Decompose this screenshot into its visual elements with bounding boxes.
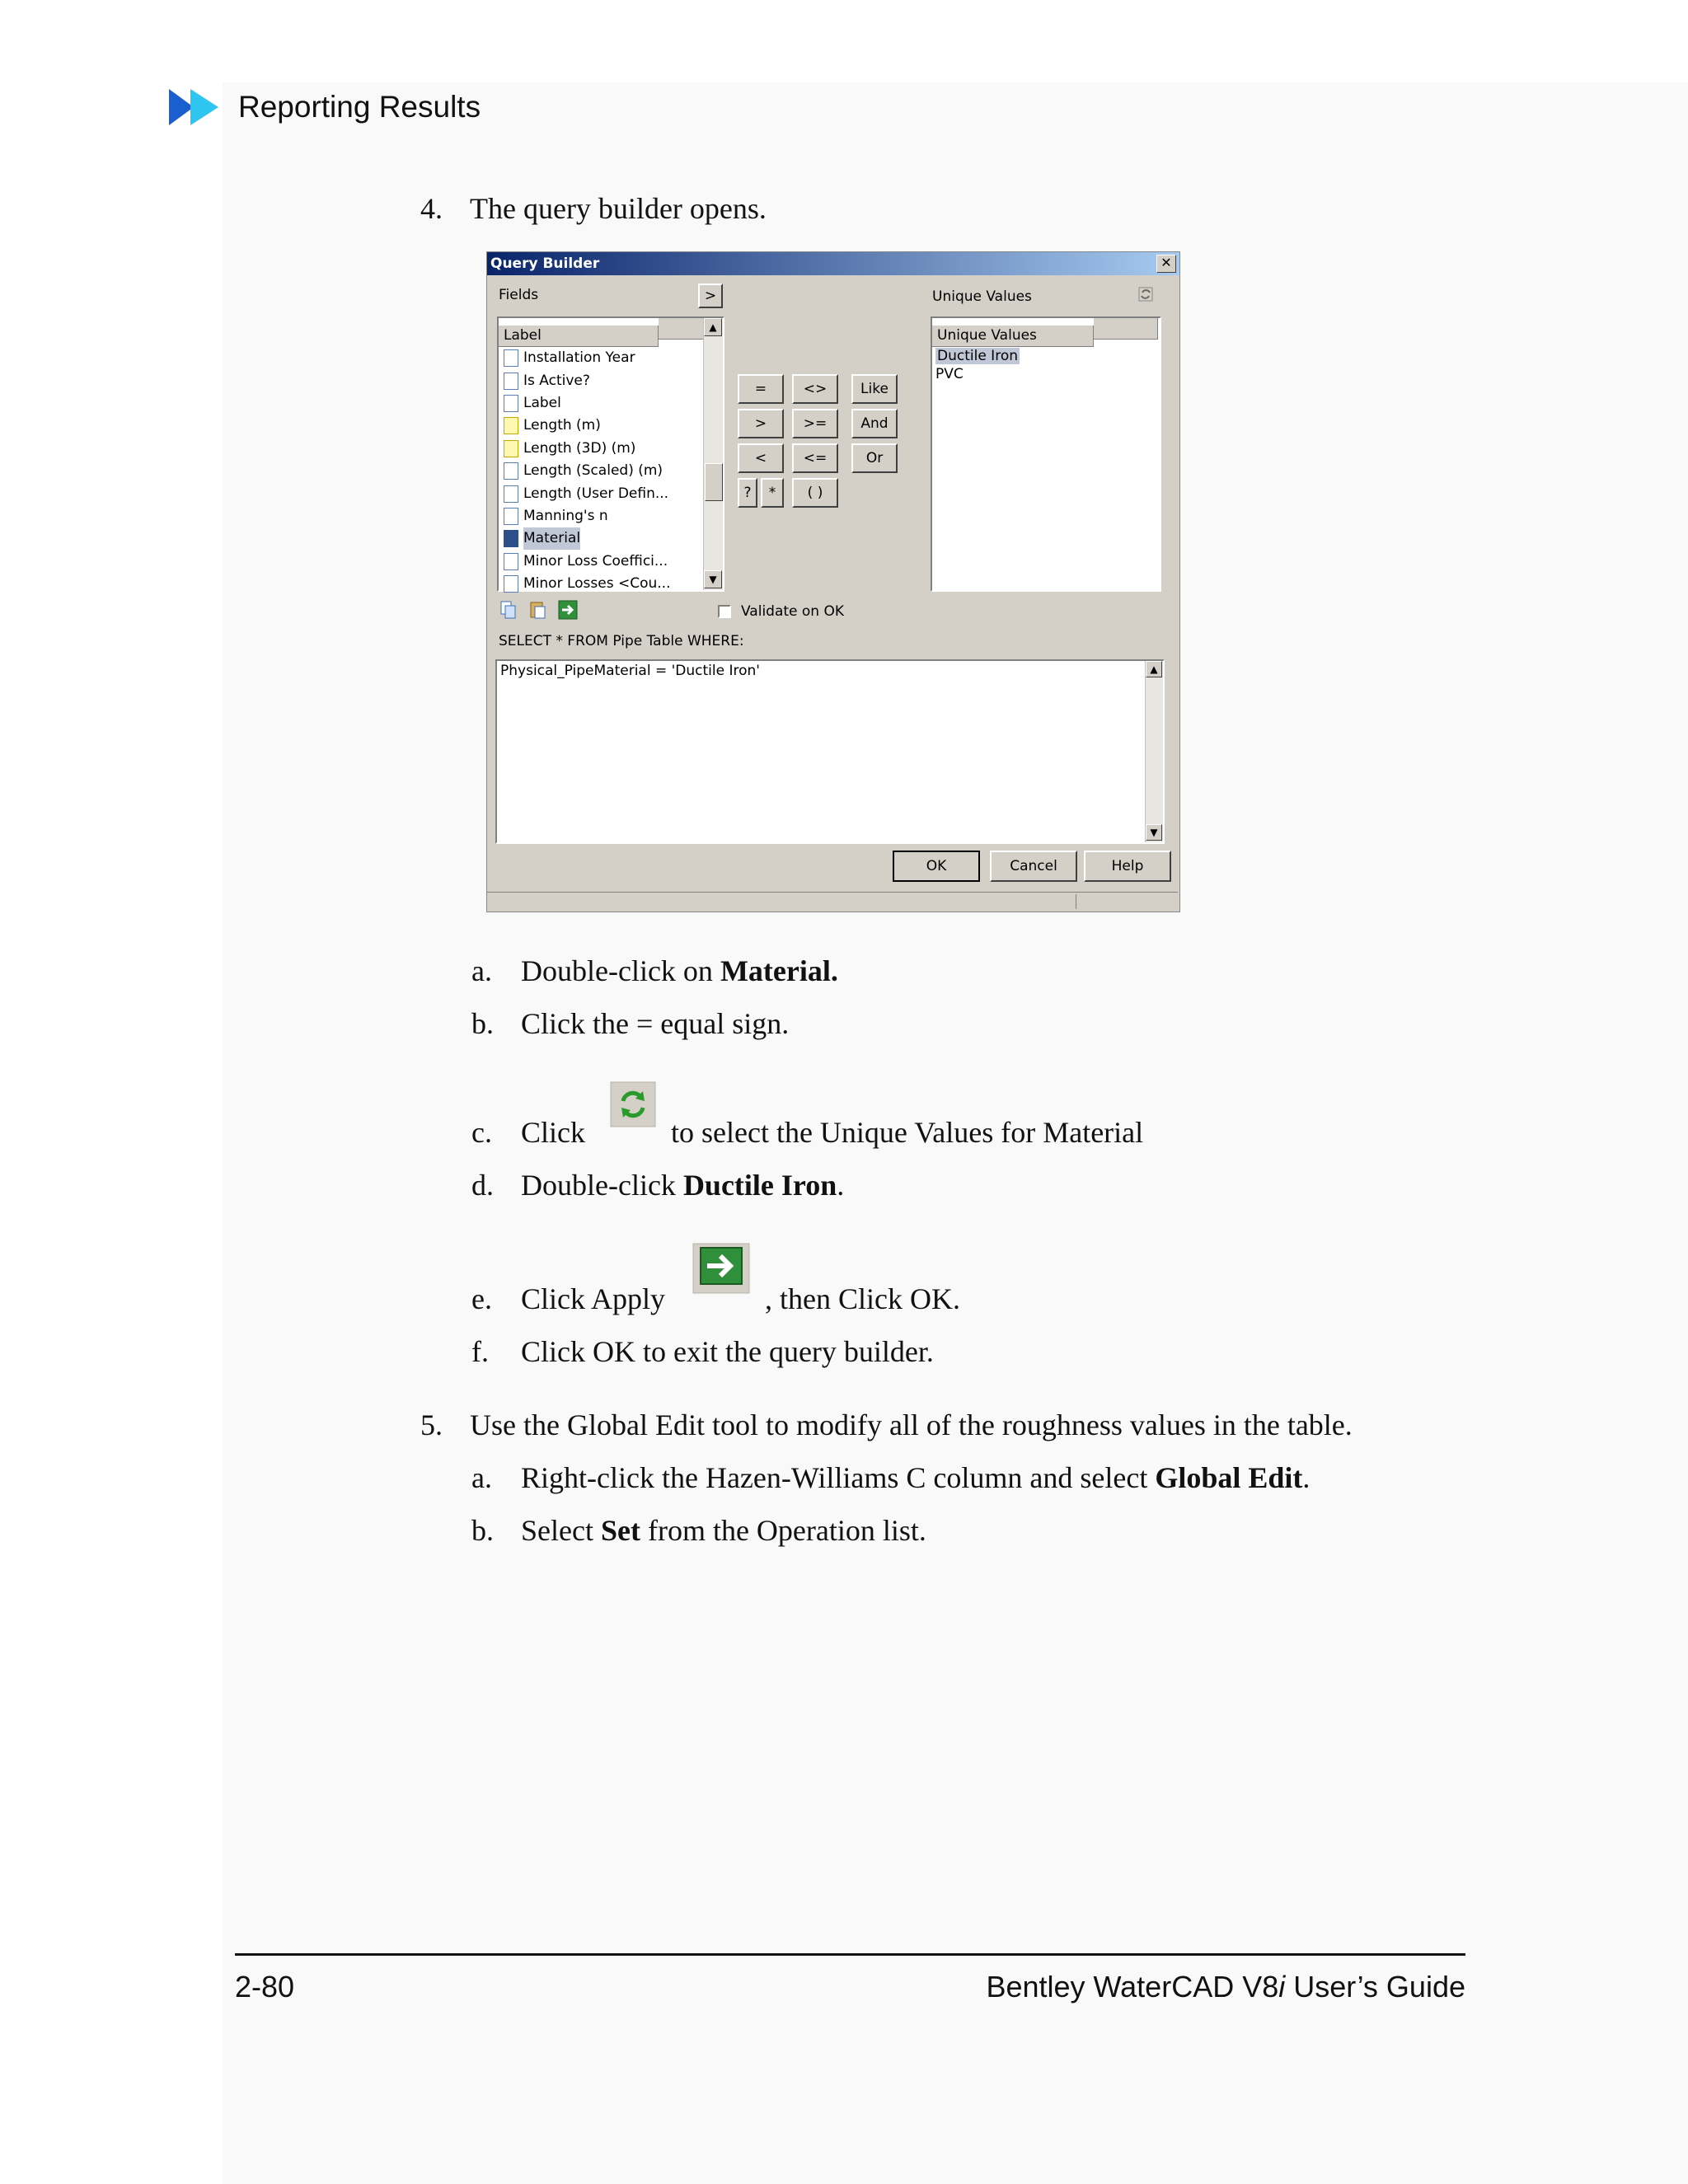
fields-toggle-button[interactable]: > xyxy=(698,284,723,308)
apply-icon xyxy=(692,1243,750,1294)
field-item[interactable] xyxy=(499,438,723,460)
step-4c: c. Click xyxy=(471,1116,585,1149)
step-5a: a. Right-click the Hazen-Williams C column and select Global Edit. xyxy=(471,1461,1311,1494)
field-label: Minor Losses <Cou... xyxy=(523,575,671,593)
where-label: SELECT * FROM Pipe Table WHERE: xyxy=(499,633,744,649)
step-5b: b. Select Set from the Operation list. xyxy=(471,1514,926,1547)
unique-value-item[interactable] xyxy=(935,347,1160,365)
field-item[interactable] xyxy=(499,369,723,391)
unique-value-label: Ductile Iron xyxy=(937,348,1018,364)
scroll-down-button[interactable]: ▼ xyxy=(704,570,722,588)
field-item[interactable] xyxy=(499,482,723,504)
field-label: Is Active? xyxy=(523,372,590,389)
refresh-small-icon[interactable] xyxy=(1137,285,1155,303)
query-builder-dialog xyxy=(486,251,1180,912)
operator-button[interactable]: Or xyxy=(851,443,898,473)
refresh-icon xyxy=(610,1081,656,1127)
double-arrow-icon xyxy=(169,89,222,125)
close-button[interactable] xyxy=(1156,255,1176,273)
field-label: Length (3D) (m) xyxy=(523,439,636,457)
field-label: Length (Scaled) (m) xyxy=(523,462,663,480)
field-icon xyxy=(504,485,518,503)
field-icon xyxy=(504,462,518,480)
fields-list xyxy=(497,316,724,592)
fields-label: Fields xyxy=(499,287,539,303)
field-icon xyxy=(504,553,518,570)
field-label: Label xyxy=(523,394,561,411)
operator-button[interactable]: ? xyxy=(738,478,757,508)
operator-button[interactable]: And xyxy=(851,409,898,438)
apply-small-icon[interactable] xyxy=(558,600,578,620)
status-bar xyxy=(487,892,1178,910)
operator-button[interactable]: < xyxy=(738,443,784,473)
field-item[interactable] xyxy=(499,573,723,595)
field-yellow-icon xyxy=(504,417,518,434)
step-4c-rest: to select the Unique Values for Material xyxy=(671,1116,1144,1149)
cancel-button[interactable]: Cancel xyxy=(990,851,1077,882)
operator-button[interactable]: >= xyxy=(792,409,838,438)
field-label: Minor Loss Coeffici... xyxy=(523,552,668,569)
page-number: 2-80 xyxy=(235,1970,295,2004)
step-4b: b. Click the = equal sign. xyxy=(471,1007,790,1040)
step-4: 4. The query builder opens. xyxy=(420,192,767,225)
operator-button[interactable]: <= xyxy=(792,443,838,473)
query-scrollbar[interactable] xyxy=(1145,661,1163,842)
field-icon xyxy=(504,395,518,412)
fields-column-header[interactable]: Label xyxy=(499,326,659,347)
ok-button[interactable]: OK xyxy=(893,851,980,882)
operator-button[interactable]: = xyxy=(738,374,784,404)
fields-rows xyxy=(499,347,723,595)
field-label: Length (User Defin... xyxy=(523,485,669,502)
copy-icon[interactable] xyxy=(499,600,518,620)
validate-checkbox[interactable] xyxy=(718,605,731,618)
validate-label: Validate on OK xyxy=(741,603,845,620)
unique-values-list xyxy=(931,316,1161,592)
unique-value-label: PVC xyxy=(935,366,964,382)
field-label: Installation Year xyxy=(523,349,635,367)
dialog-title-bar: Query Builder xyxy=(487,252,1179,275)
section-title: Reporting Results xyxy=(238,90,481,124)
step-4e: e. Click Apply xyxy=(471,1282,666,1315)
field-item[interactable] xyxy=(499,505,723,527)
field-label: Length (m) xyxy=(523,417,601,434)
unique-values-label: Unique Values xyxy=(932,288,1032,305)
field-yellow-icon xyxy=(504,440,518,457)
query-textarea[interactable] xyxy=(495,659,1165,844)
guide-title: Bentley WaterCAD V8i User’s Guide xyxy=(986,1970,1465,2004)
field-selected-icon xyxy=(504,530,518,547)
help-button[interactable]: Help xyxy=(1084,851,1171,882)
operator-button[interactable]: Like xyxy=(851,374,898,404)
page-header xyxy=(169,87,481,128)
field-item[interactable] xyxy=(499,392,723,415)
operator-button[interactable]: <> xyxy=(792,374,838,404)
field-item[interactable] xyxy=(499,415,723,437)
unique-value-item[interactable] xyxy=(935,365,1160,383)
field-item[interactable] xyxy=(499,347,723,369)
field-item[interactable] xyxy=(499,551,723,573)
query-scroll-up-button[interactable]: ▲ xyxy=(1146,661,1162,677)
unique-values-rows xyxy=(932,347,1160,383)
field-icon xyxy=(504,373,518,390)
close-icon: ✕ xyxy=(1160,255,1172,270)
footer-rule xyxy=(235,1953,1465,1956)
operator-button[interactable]: * xyxy=(761,478,784,508)
field-item[interactable] xyxy=(499,460,723,482)
fields-scrollbar[interactable] xyxy=(703,318,723,590)
field-icon xyxy=(504,508,518,525)
scroll-up-button[interactable]: ▲ xyxy=(704,318,722,336)
unique-values-column-header[interactable]: Unique Values xyxy=(932,326,1094,347)
query-text: Physical_PipeMaterial = 'Ductile Iron' xyxy=(500,663,760,679)
step-4d: d. Double-click Ductile Iron. xyxy=(471,1169,845,1202)
field-label: Manning's n xyxy=(523,507,608,524)
scroll-thumb[interactable] xyxy=(705,463,723,501)
step-4e-rest: , then Click OK. xyxy=(765,1282,960,1315)
query-scroll-down-button[interactable]: ▼ xyxy=(1146,824,1162,841)
paste-icon[interactable] xyxy=(528,600,548,620)
operator-button[interactable]: > xyxy=(738,409,784,438)
field-icon xyxy=(504,349,518,367)
step-4f: f. Click OK to exit the query builder. xyxy=(471,1335,934,1368)
field-icon xyxy=(504,575,518,593)
step-5: 5. Use the Global Edit tool to modify all of the roughness values in the table. xyxy=(420,1408,1353,1441)
step-4a: a. Double-click on Material. xyxy=(471,954,838,987)
field-item[interactable] xyxy=(499,527,723,550)
operator-button[interactable]: ( ) xyxy=(792,478,838,508)
field-label: Material xyxy=(523,527,580,550)
